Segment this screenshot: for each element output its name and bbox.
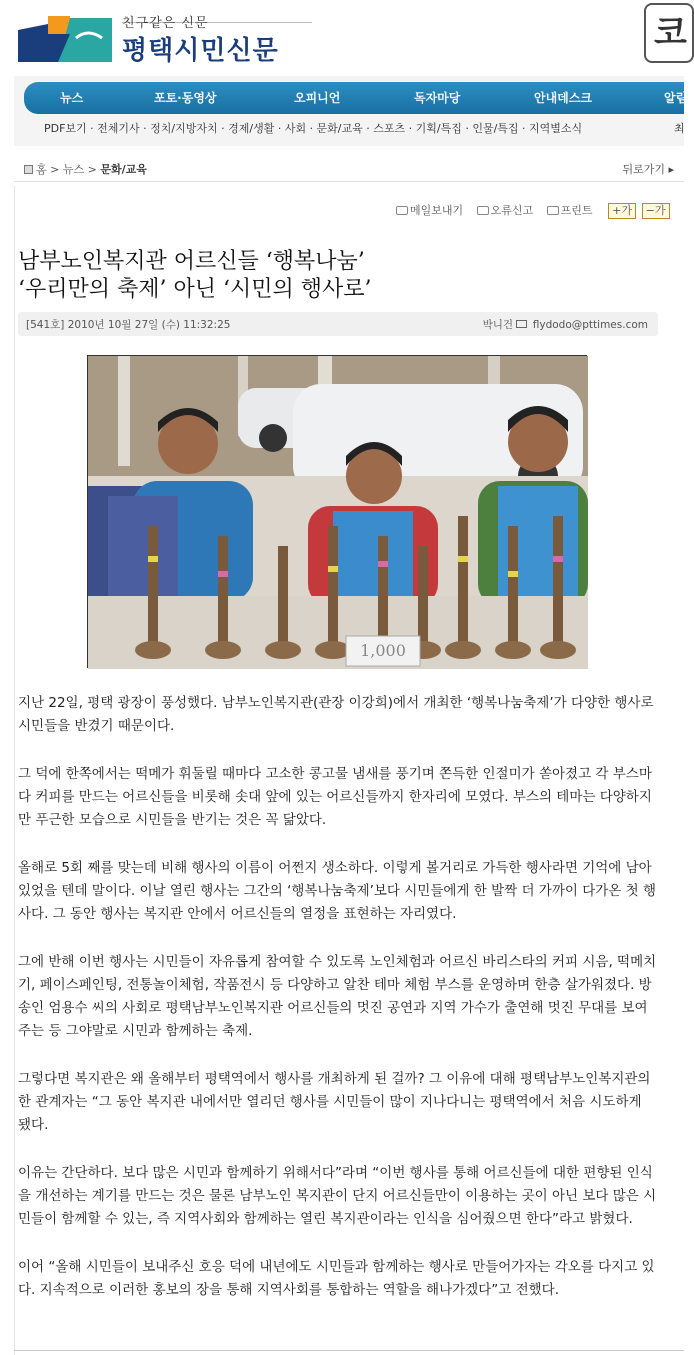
logo-icon[interactable]	[18, 16, 112, 62]
site-header	[0, 0, 687, 72]
article-title	[18, 248, 658, 304]
font-decrease-button[interactable]: −가	[642, 203, 670, 219]
article-photo	[87, 355, 587, 668]
breadcrumb-row	[14, 154, 684, 182]
article-paragraph: 그렇다면 복지관은 왜 올해부터 평택역에서 행사를 개최하게 된 걸까? 그 이유에 대해 평택남부노인복지관의 한 관계자는 “그 동안 복지관 내에서만 열리던 행사를 시민들이 많이 지나다니는 평택역에서 처음 시도하게 됐다.	[18, 1071, 651, 1133]
article-date: [541호] 2010년 10월 27일 (수) 11:32:25	[26, 319, 231, 331]
print-button[interactable]	[547, 202, 593, 218]
article-title-line1: 남부노인복지관 어르신들 ‘행복나눔’	[18, 249, 365, 274]
article-paragraph: 이유는 간단하다. 보다 많은 시민과 함께하기 위해서다”라며 “이번 행사를 통해 어르신들에 대한 편향된 인식을 개선하는 계기를 만드는 것은 물론 남부노인 복지관이 단지 어르신들만이 이용하는 곳이 아닌 보다 많은 시민들이 함께할 수 있는, 즉 지역사회와 함께하는 열린 복지관이라는 인식을 심어줬으면 한다”라고 밝혔다.	[18, 1165, 657, 1227]
logo-name[interactable]: 평택시민신문	[122, 36, 279, 66]
article-paragraph: 이어 “올해 시민들이 보내주신 호응 덕에 내년에도 시민들과 함께하는 행사로 만들어가자는 각오를 다지고 있다. 지속적으로 이러한 홍보의 장을 통해 지역사회를 통합하는 역할을 해나가겠다”고 전했다.	[18, 1259, 655, 1298]
sub-navigation[interactable]: PDF보기 · 전체기사 · 정치/지방자치 · 경제/생활 · 사회 · 문화/교육 · 스포츠 · 기획/특집 · 인물/특집 · 지역별소식	[44, 122, 583, 135]
logo-slogan: 친구같은 신문	[122, 16, 209, 31]
mail-icon	[516, 320, 527, 328]
font-increase-button[interactable]: +가	[608, 203, 636, 219]
nav-bar	[24, 82, 688, 114]
report-label: 오류신고	[490, 204, 534, 217]
main-navigation	[14, 76, 688, 146]
breadcrumb-home[interactable]: 홈	[36, 163, 47, 176]
breadcrumb-current[interactable]: 문화/교육	[100, 163, 147, 176]
nav-item-notice[interactable]: 알림	[664, 91, 688, 105]
back-link[interactable]: 뒤로가기 ▸	[622, 163, 674, 176]
breadcrumb	[24, 161, 147, 177]
breadcrumb-separator: >	[50, 163, 60, 176]
article-meta	[18, 312, 658, 336]
print-label: 프린트	[560, 204, 593, 217]
article-paragraph: 그에 반해 이번 행사는 시민들이 자유롭게 참여할 수 있도록 노인체험과 어르신 바리스타의 커피 시음, 떡메치기, 페이스페인팅, 전통놀이체험, 작품전시 등 다양하고 알찬 테마 체험 부스를 운영하며 한층 살가워졌다. 방송인 엄용수 씨의 사회로 평택남부노인복지관 어르신들의 멋진 공연과 지역 가수가 출연해 멋진 무대를 보여주는 등 그야말로 시민과 함께하는 축제.	[18, 954, 657, 1039]
breadcrumb-separator: >	[87, 163, 97, 176]
article-paragraph: 지난 22일, 평택 광장이 풍성했다. 남부노인복지관(관장 이강희)에서 개최한 ‘행복나눔축제’가 다양한 행사로 시민들을 반겼기 때문이다.	[18, 695, 654, 734]
mail-icon	[396, 206, 408, 215]
nav-item-photo-video[interactable]: 포토·동영상	[154, 91, 217, 105]
article-title-line2: ‘우리만의 축제’ 아닌 ‘시민의 행사로’	[18, 277, 372, 302]
nav-item-news[interactable]: 뉴스	[60, 91, 84, 105]
alert-icon	[477, 206, 489, 215]
article-author-info	[483, 317, 648, 332]
nav-item-opinion[interactable]: 오피니언	[294, 91, 341, 105]
nav-item-readers[interactable]: 독자마당	[414, 91, 461, 105]
article-paragraph: 올해로 5회 째를 맞는데 비해 행사의 이름이 어쩐지 생소하다. 이렇게 볼거리로 가득한 행사라면 기억에 남아 있었을 텐데 말이다. 이날 열린 행사는 그간의 ‘행복나눔축제’보다 시민들에게 한 발짝 더 가까이 다가온 첫 행사다. 그 동안 행사는 복지관 안에서 어르신들의 열정을 표현하는 자리였다.	[18, 860, 657, 922]
breadcrumb-news[interactable]: 뉴스	[62, 163, 85, 176]
article-tools	[396, 202, 670, 219]
home-icon	[24, 165, 33, 174]
report-error-button[interactable]	[477, 202, 534, 218]
article-body	[18, 692, 658, 1327]
article-paragraph: 그 덕에 한쪽에서는 떡메가 휘둘릴 때마다 고소한 콩고물 냄새를 풍기며 쫀득한 인절미가 쏟아졌고 각 부스마다 커피를 만드는 어르신들을 비롯해 솟대 앞에 있는 어르신들까지 한자리에 모였다. 부스의 테마는 다양하지만 푸근한 모습으로 시민들을 반기는 것은 꼭 닮았다.	[18, 766, 652, 828]
nav-item-info-desk[interactable]: 안내데스크	[534, 91, 592, 105]
sub-navigation-extra[interactable]: 최	[674, 122, 685, 135]
author-email[interactable]: flydodo@pttimes.com	[532, 319, 648, 331]
price-tag: 1,000	[360, 641, 406, 660]
email-button[interactable]	[396, 202, 463, 218]
festival-photo	[88, 356, 588, 669]
header-banner-box[interactable]: 코	[644, 3, 694, 63]
email-label: 메일보내기	[410, 204, 464, 217]
author-name: 박니건	[482, 319, 514, 331]
bottom-divider	[14, 1350, 684, 1351]
printer-icon	[547, 206, 559, 215]
